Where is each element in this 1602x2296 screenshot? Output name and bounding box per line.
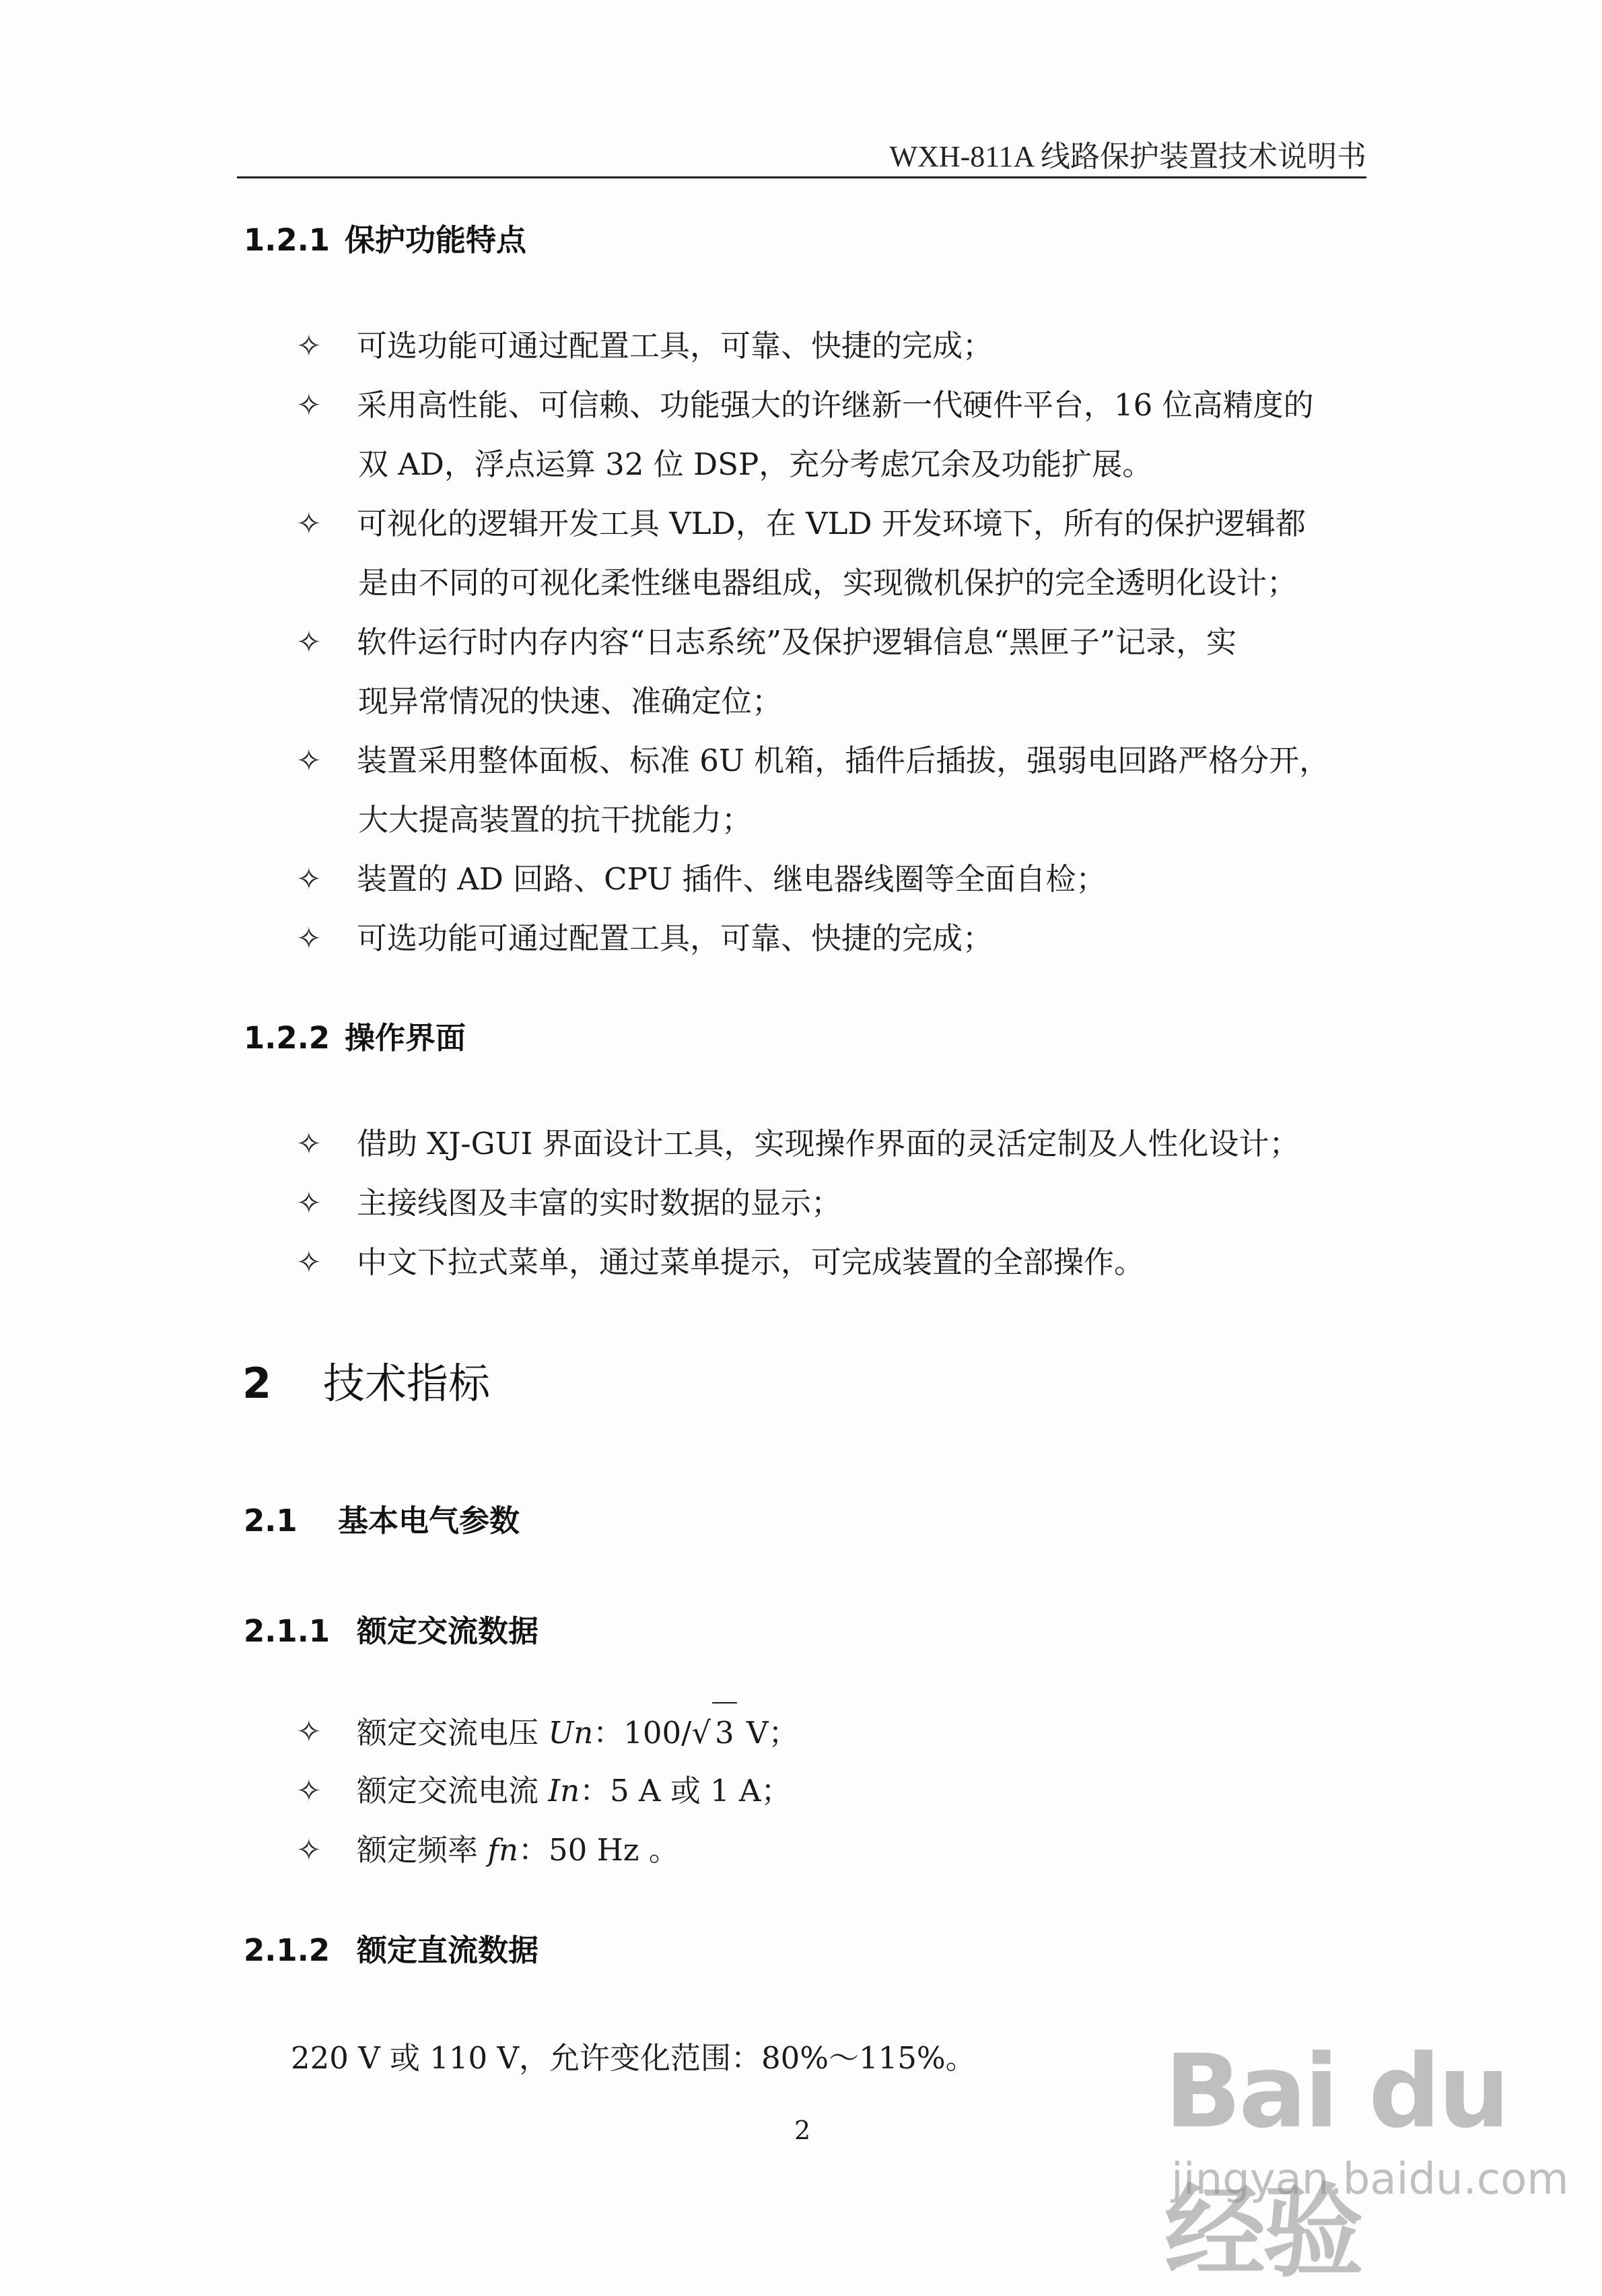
list-item [296,376,1373,494]
heading-1-2-1 [244,215,526,259]
list-item-text: 现异常情况的快速、准确定位； [358,683,783,719]
list-item-text: 装置的 AD 回路、CPU 插件、继电器线圈等全面自检； [357,861,1107,897]
list-item [296,1761,1373,1821]
watermark-site: jingyan.baidu.com [1171,2155,1569,2204]
section-number: 2.1.2 [244,1932,330,1968]
diamond-bullet-icon: ✧ [296,506,322,541]
list-item [296,1702,1373,1763]
diamond-bullet-icon: ✧ [296,920,322,956]
list-item-text: 双 AD，浮点运算 32 位 DSP，充分考虑冗余及功能扩展。 [358,446,1153,482]
chapter-number: 2 [242,1359,272,1408]
watermark [1144,2020,1589,2291]
diamond-bullet-icon: ✧ [296,328,322,364]
page-number: 2 [794,2116,811,2145]
diamond-bullet-icon: ✧ [296,1773,322,1809]
section-title: 保护功能特点 [345,222,527,258]
header-rule [237,176,1366,178]
section-number: 1.2.2 [244,1020,330,1056]
list-item [296,1233,1373,1292]
list-item [296,731,1373,850]
list-item-text: 采用高性能、可信赖、功能强大的许继新一代硬件平台，16 位高精度的 [357,387,1314,423]
list-item-text: 可选功能可通过配置工具，可靠、快捷的完成； [357,328,994,364]
list-item [296,850,1373,909]
list-item [296,1114,1373,1174]
heading-2-1-2 [244,1926,538,1969]
list-item-text: 主接线图及丰富的实时数据的显示； [357,1185,842,1221]
section-number: 2.1.1 [244,1613,330,1649]
list-item [296,316,1373,376]
heading-1-2-2 [244,1013,466,1057]
chapter-title: 技术指标 [323,1359,491,1408]
section-number: 1.2.1 [244,222,330,258]
list-item-text: 软件运行时内存内容“日志系统”及保护逻辑信息“黑匣子”记录，实 [357,624,1237,660]
diamond-bullet-icon: ✧ [296,1714,322,1749]
list-item-text: 大大提高装置的抗干扰能力； [358,802,753,838]
section-number: 2.1 [244,1503,298,1539]
page-header-title: WXH-811A 线路保护装置技术说明书 [889,140,1366,173]
list-item [296,1821,1373,1880]
list-item-text: 可视化的逻辑开发工具 VLD，在 VLD 开发环境下，所有的保护逻辑都 [357,506,1306,541]
list-item [296,613,1373,731]
list-item [296,1174,1373,1233]
rated-frequency: 额定频率 fn：50 Hz 。 [357,1832,679,1868]
diamond-bullet-icon: ✧ [296,1126,322,1161]
list-item-text: 是由不同的可视化柔性继电器组成，实现微机保护的完全透明化设计； [358,565,1298,601]
diamond-bullet-icon: ✧ [296,624,322,660]
list-item-text: 装置采用整体面板、标准 6U 机箱，插件后插拔，强弱电回路严格分开， [357,743,1330,778]
list-item [296,494,1373,613]
list-item [296,909,1373,968]
dc-data-text: 220 V 或 110 V，允许变化范围：80%～115%。 [291,2040,976,2076]
diamond-bullet-icon: ✧ [296,743,322,778]
heading-2-1 [244,1496,520,1540]
section-title: 额定交流数据 [357,1613,539,1649]
section-title: 基本电气参数 [338,1503,520,1539]
diamond-bullet-icon: ✧ [296,1185,322,1221]
list-item-text: 借助 XJ-GUI 界面设计工具，实现操作界面的灵活定制及人性化设计； [357,1126,1300,1161]
section-title: 操作界面 [345,1020,466,1056]
rated-ac-current: 额定交流电流 In：5 A 或 1 A； [357,1773,792,1809]
section-title: 额定直流数据 [357,1932,539,1968]
diamond-bullet-icon: ✧ [296,861,322,897]
list-item-text: 可选功能可通过配置工具，可靠、快捷的完成； [357,920,994,956]
watermark-logo: Bai du 经验 [1164,2033,1508,2291]
diamond-bullet-icon: ✧ [296,1244,322,1280]
rated-ac-voltage: 额定交流电压 Un：100/√ 3 V； [296,1702,1373,1763]
diamond-bullet-icon: ✧ [296,1832,322,1868]
heading-2-1-1 [244,1607,538,1650]
heading-2 [242,1350,490,1410]
list-item-text: 中文下拉式菜单，通过菜单提示，可完成装置的全部操作。 [357,1244,1145,1280]
diamond-bullet-icon: ✧ [296,387,322,423]
